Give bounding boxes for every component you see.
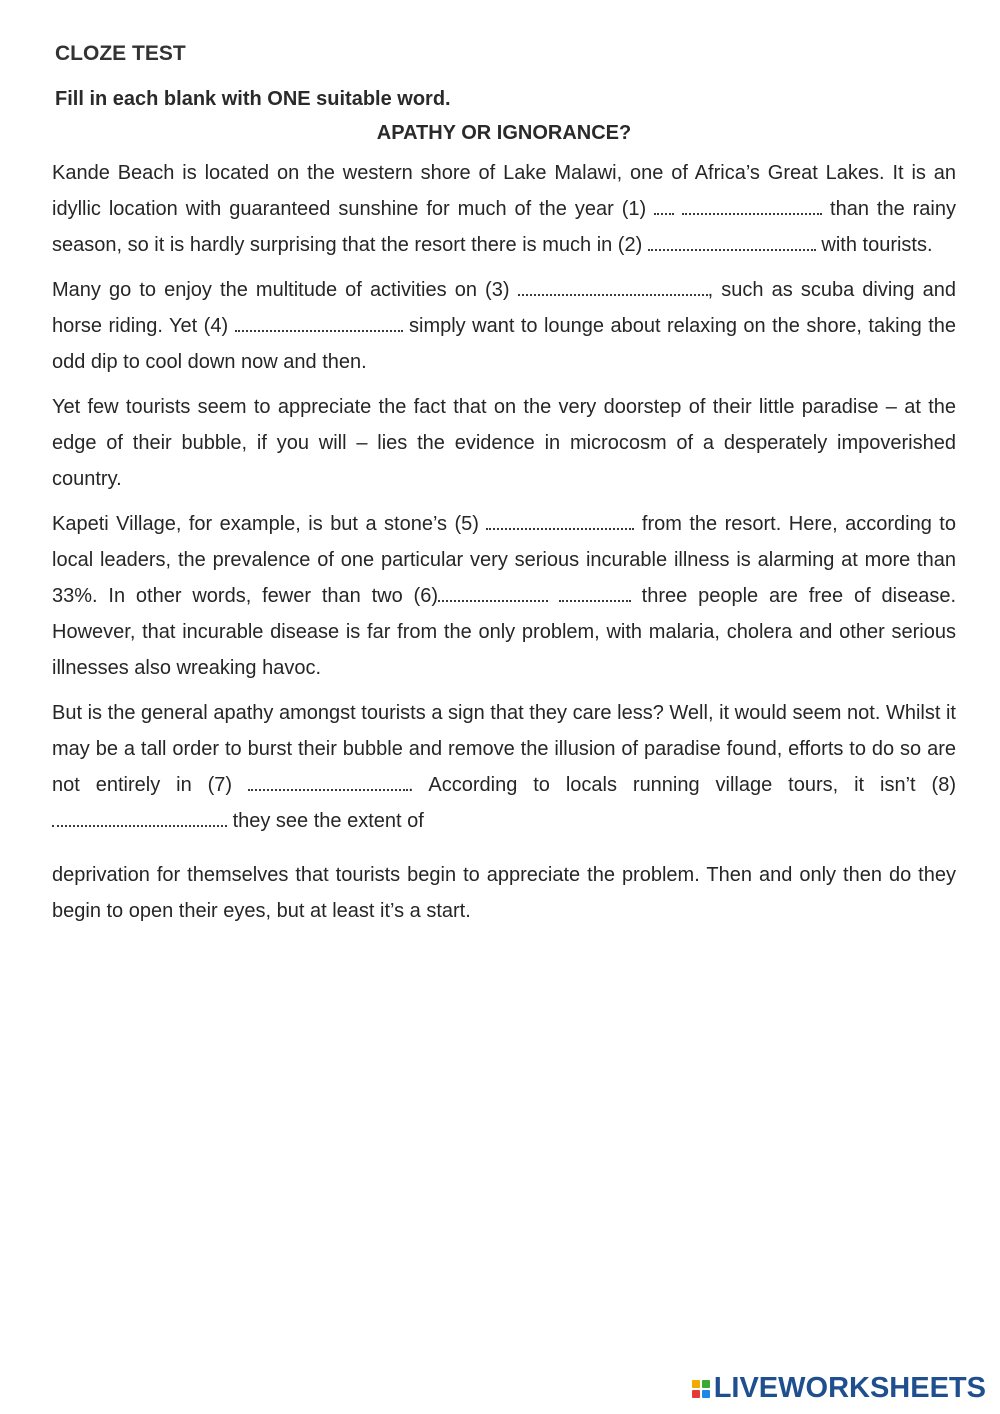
blank-7[interactable] [248,774,408,791]
paragraph-1-text-c: with tourists. [821,234,933,256]
logo-square-1 [692,1380,700,1388]
paragraph-3-text-a: Yet few tourists seem to appreciate the fact that on the very doorstep of their little paradise – at the edge of their bubble, if you will – lies the evidence in microcosm of a desperately impoverished country. [52,396,956,490]
paragraph-5 [52,695,956,839]
blank-1-start[interactable] [654,198,674,215]
paragraph-1-text-a: Kande Beach is located on the western shore of Lake Malawi, one of Africa’s Great Lakes. It is an idyllic location with guaranteed sunshine for much of the year (1) [52,162,956,220]
paragraph-4-text-c: three people are free of disease. However, that incurable disease is far from the only problem, with malaria, cholera and other serious illnesses also wreaking havoc. [52,585,957,679]
paragraph-6 [52,857,956,929]
paragraph-2-text-a: Many go to enjoy the multitude of activities on (3) [52,279,510,301]
blank-8[interactable] [52,810,227,827]
paragraph-3 [52,389,956,497]
paragraph-2-text-c: simply want to lounge about relaxing on the shore, taking the odd dip to cool down now and then. [52,315,957,373]
logo-square-2 [702,1380,710,1388]
liveworksheets-grid-icon [692,1380,710,1398]
blank-1-end[interactable] [682,198,822,215]
blank-2[interactable] [648,234,816,251]
blank-6-end[interactable] [559,585,631,602]
paragraph-1-text-b: than the rainy season, so it is hardly surprising that the resort there is much in (2) [52,198,956,256]
logo-square-3 [692,1390,700,1398]
paragraph-4 [52,506,956,686]
paragraph-5-text-b: . According to locals running village tours, it isn’t (8) [408,774,956,796]
paragraph-1 [52,155,956,263]
paragraph-5-text-a: But is the general apathy amongst tourists a sign that they care less? Well, it would seem not. Whilst it may be a tall order to burst their bubble and remove the illusion of paradise found, efforts to do so are not entirely in (7) [52,702,956,796]
logo-square-4 [702,1390,710,1398]
paragraph-4-text-b: from the resort. Here, according to local leaders, the prevalence of one particular very serious incurable illness is alarming at more than 33%. In other words, fewer than two (6) [52,513,956,607]
logo-text: LIVEWORKSHEETS [713,1372,986,1404]
liveworksheets-logo [692,1372,986,1405]
paragraph-4-text-a: Kapeti Village, for example, is but a stone’s (5) [52,513,479,535]
blank-6-start[interactable] [438,585,548,602]
passage-title: APATHY OR IGNORANCE? [376,122,632,144]
worksheet-instruction: Fill in each blank with ONE suitable word. [55,88,451,110]
worksheet-page [52,42,956,938]
worksheet-heading: CLOZE TEST [55,42,186,65]
paragraph-6-text-a: deprivation for themselves that tourists begin to appreciate the problem. Then and only then do they begin to open their eyes, but at least it’s a start. [52,864,956,922]
blank-3[interactable] [518,279,708,296]
blank-4[interactable] [235,315,403,332]
paragraph-5-text-c: they see the extent of [232,810,424,832]
blank-5[interactable] [486,513,634,530]
paragraph-2-text-b: , such as scuba diving and horse riding. Yet (4) [52,279,957,337]
paragraph-2 [52,272,956,380]
